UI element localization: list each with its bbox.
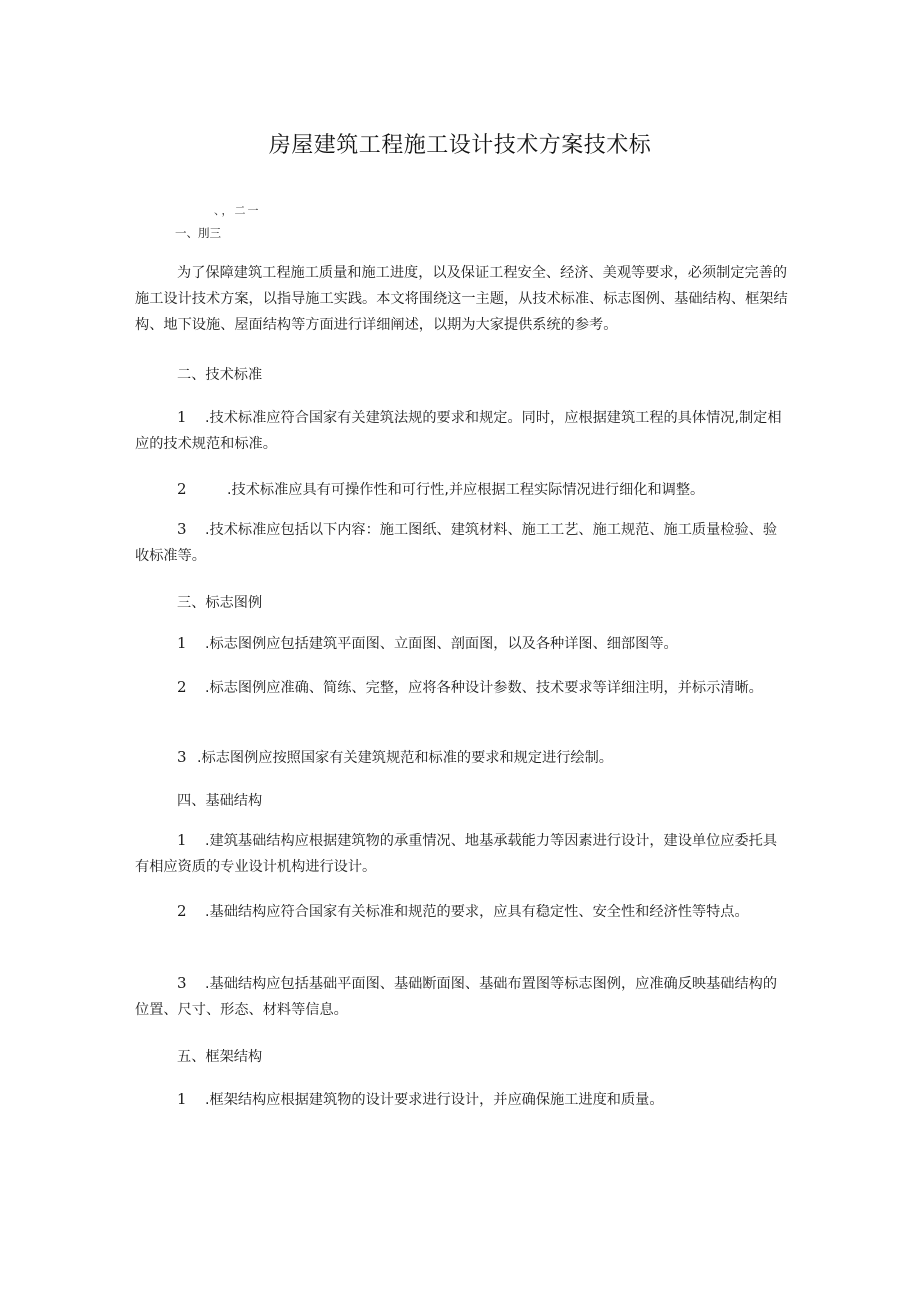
list-item [135, 516, 790, 569]
item-number: 1 [177, 831, 187, 849]
section-heading-technical-standards: 二、技术标准 [177, 367, 263, 383]
list-item [135, 970, 790, 1023]
list-item [135, 674, 790, 701]
intro-paragraph: 为了保障建筑工程施工质量和施工进度，以及保证工程安全、经济、美观等要求，必须制定完善的施工设计技术方案，以指导施工实践。本文将围绕这一主题，从技术标准、标志图例、基础结构、框架结构、地下设施、屋面结构等方面进行详细阐述，以期为大家提供系统的参考。 [135, 265, 788, 333]
item-text: .建筑基础结构应根据建筑物的承重情况、地基承载能力等因素进行设计，建设单位应委托具有相应资质的专业设计机构进行设计。 [135, 833, 778, 875]
item-text: .标志图例应包括建筑平面图、立面图、剖面图，以及各种详图、细部图等。 [205, 636, 678, 652]
item-text: .基础结构应包括基础平面图、基础断面图、基础布置图等标志图例，应准确反映基础结构的位置、尺寸、形态、材料等信息。 [135, 976, 778, 1018]
section-heading-frame-structure: 五、框架结构 [177, 1049, 263, 1065]
item-text: .技术标准应包括以下内容：施工图纸、建筑材料、施工工艺、施工规范、施工质量检验、验收标准等。 [135, 522, 778, 564]
section-heading-preface: 一、刖三 [175, 226, 221, 240]
item-number: 2 [177, 678, 187, 696]
item-text: .技术标准应具有可操作性和可行性,并应根据工程实际情况进行细化和调整。 [227, 482, 705, 498]
item-text: .基础结构应符合国家有关标准和规范的要求，应具有稳定性、安全性和经济性等特点。 [205, 904, 749, 920]
document-title: 房屋建筑工程施工设计技术方案技术标 [268, 133, 652, 158]
item-number: 1 [177, 1090, 187, 1108]
item-number: 1 [177, 408, 187, 426]
list-item [135, 630, 790, 657]
item-number: 2 [177, 902, 187, 920]
list-item [135, 744, 790, 771]
list-item [135, 1086, 790, 1113]
item-number: 3 [177, 520, 187, 538]
list-item [135, 404, 790, 457]
section-heading-foundation: 四、基础结构 [177, 793, 263, 809]
item-number: 3 [177, 974, 187, 992]
item-number: 2 [177, 480, 187, 498]
item-number: 1 [177, 634, 187, 652]
item-text: .技术标准应符合国家有关建筑法规的要求和规定。同时，应根据建筑工程的具体情况,制定相应的技术规范和标准。 [135, 410, 782, 452]
list-item [135, 476, 790, 503]
list-item [135, 898, 790, 925]
garbled-marks: 、，二一 [214, 204, 261, 217]
item-text: .标志图例应准确、简练、完整，应将各种设计参数、技术要求等详细注明，并标示清晰。 [205, 680, 763, 696]
item-number: 3 [177, 748, 187, 766]
list-item [135, 827, 790, 880]
item-text: .标志图例应按照国家有关建筑规范和标准的要求和规定进行绘制。 [197, 750, 613, 766]
item-text: .框架结构应根据建筑物的设计要求进行设计，并应确保施工进度和质量。 [205, 1092, 664, 1108]
section-heading-legend: 三、标志图例 [177, 595, 263, 611]
